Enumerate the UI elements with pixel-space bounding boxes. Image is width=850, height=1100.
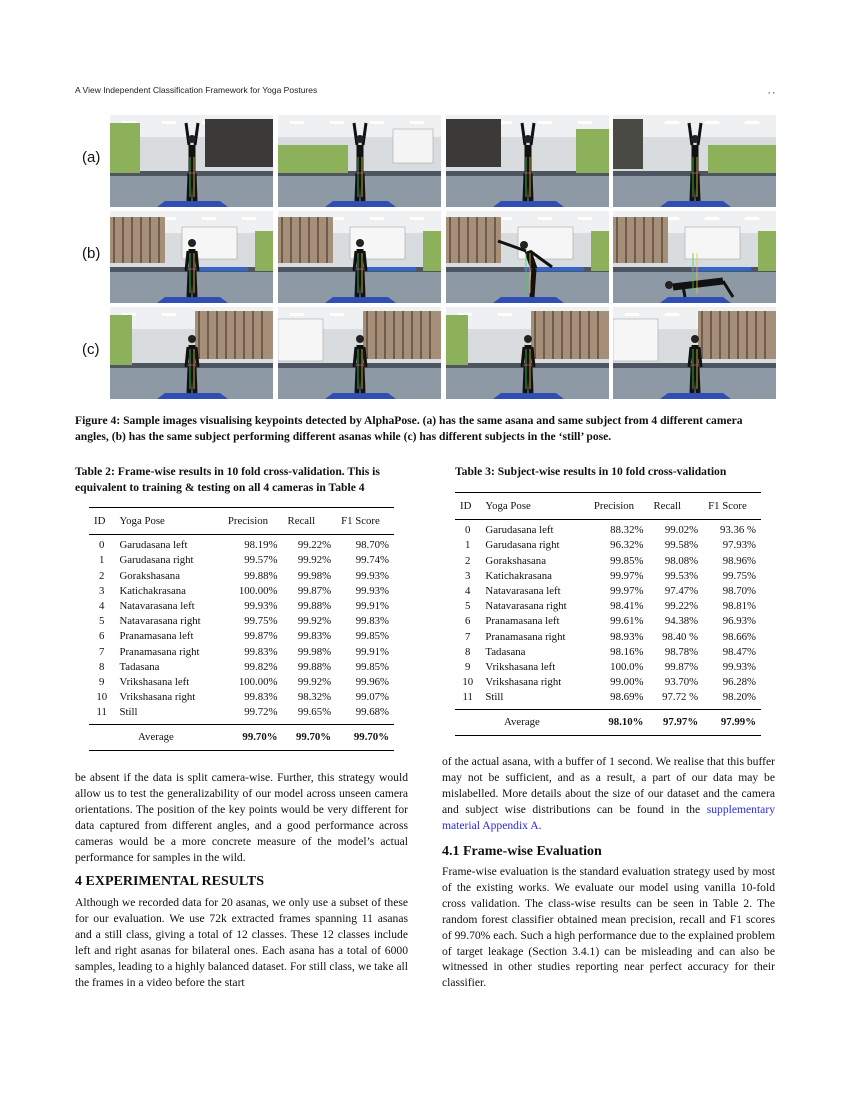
cell-f1: 99.85% <box>355 660 389 673</box>
photo <box>278 211 441 303</box>
cell-recall: 99.87% <box>297 584 332 597</box>
cell-pose: Natavarasana left <box>119 600 195 613</box>
table3 <box>455 492 761 736</box>
table-row <box>455 520 761 539</box>
cell-f1: 99.93% <box>355 569 389 582</box>
left-column-paragraph-1 <box>75 770 408 865</box>
cell-pose: Garudasana right <box>485 539 560 552</box>
cell-precision: 99.57% <box>244 554 278 567</box>
col-header: F1 Score <box>341 515 380 527</box>
table-header-row <box>455 493 761 520</box>
cell-f1: 99.85% <box>355 630 389 643</box>
table-average-row <box>455 709 761 735</box>
cell-f1: 99.91% <box>355 645 389 658</box>
cell-precision: 88.32% <box>610 524 644 537</box>
paragraph: Although we recorded data for 20 asanas, we only use a subset of these for our evaluation. We use 72k extracted frames spanning 11 asanas and a still class, giving a total of 12 classes. These 12 classes include left and right asanas for bilateral ones. Each asana has a total of 6000 samples, leading to a highly balanced dataset. For still class, we take all the frames in a video before the start <box>75 896 408 989</box>
photo <box>613 115 776 207</box>
cell-recall: 99.65% <box>297 706 332 719</box>
cell-f1: 98.96% <box>722 554 756 567</box>
cell-f1: 96.28% <box>722 676 756 689</box>
cell-pose: Vrikshasana left <box>485 661 556 674</box>
table-row <box>89 614 394 629</box>
cell-id: 7 <box>99 645 105 658</box>
cell-recall: 98.32% <box>297 691 332 704</box>
cell-pose: Natavarasana right <box>119 615 201 628</box>
cell-precision: 99.85% <box>610 554 644 567</box>
cell-recall: 94.38% <box>664 615 699 628</box>
table-average-row <box>89 724 394 750</box>
cell-id: 3 <box>465 569 471 582</box>
cell-precision: 99.82% <box>244 660 278 673</box>
average-label: Average <box>138 730 174 743</box>
table-row <box>455 614 761 629</box>
table-row <box>89 599 394 614</box>
cell-pose: Katichakrasana <box>485 569 552 582</box>
cell-f1: 98.66% <box>722 630 756 643</box>
col-header: Yoga Pose <box>119 515 165 527</box>
cell-pose: Tadasana <box>119 660 160 673</box>
cell-id: 4 <box>465 585 471 598</box>
table-row <box>89 660 394 675</box>
cell-id: 11 <box>96 706 107 719</box>
cell-recall: 99.83% <box>297 630 332 643</box>
table-row <box>89 690 394 705</box>
cell-precision: 99.00% <box>610 676 644 689</box>
subsection-heading: 4.1 Frame-wise Evaluation <box>442 844 602 859</box>
cell-id: 3 <box>99 584 105 597</box>
photo <box>446 307 609 399</box>
table3-caption: Table 3: Subject-wise results in 10 fold cross-validation <box>455 465 727 478</box>
table-row <box>89 629 394 644</box>
cell-recall: 99.22% <box>664 600 699 613</box>
col-header: Recall <box>653 500 682 512</box>
section-heading: 4 EXPERIMENTAL RESULTS <box>75 874 265 889</box>
col-header: Yoga Pose <box>485 500 531 512</box>
cell-id: 10 <box>462 676 474 689</box>
cell-f1: 98.20% <box>722 691 756 704</box>
cell-id: 6 <box>99 630 105 643</box>
cell-precision: 98.41% <box>610 600 644 613</box>
cell-precision: 98.16% <box>610 645 644 658</box>
cell-recall: 99.22% <box>297 539 332 552</box>
cell-recall: 93.70% <box>664 676 699 689</box>
average-recall: 97.97% <box>663 715 699 728</box>
photo <box>278 115 441 207</box>
table-header-row <box>89 508 394 535</box>
cell-precision: 96.32% <box>610 539 644 552</box>
cell-recall: 97.72 % <box>662 691 699 704</box>
table-row <box>89 675 394 690</box>
figure-row-b <box>80 211 780 303</box>
cell-recall: 99.98% <box>297 645 332 658</box>
cell-f1: 96.93% <box>722 615 756 628</box>
average-precision: 99.70% <box>242 730 278 743</box>
cell-precision: 98.19% <box>244 539 278 552</box>
cell-precision: 99.88% <box>244 569 278 582</box>
photo <box>446 211 609 303</box>
cell-f1: 99.75% <box>722 569 756 582</box>
appendix-link[interactable]: supplementary material Appendix A <box>442 802 775 832</box>
photo <box>110 211 273 303</box>
cell-f1: 99.93% <box>722 661 756 674</box>
cell-recall: 97.47% <box>664 585 699 598</box>
figure-caption: Figure 4: Sample images visualising keypoints detected by AlphaPose. (a) has the same asana and same subject from 4 different camera angles, (b) has the same subject performing different asanas while (c) has different subjects in the ‘still’ pose. <box>75 414 743 443</box>
photo <box>613 307 776 399</box>
cell-precision: 99.72% <box>244 706 278 719</box>
cell-f1: 99.93% <box>355 584 389 597</box>
cell-f1: 97.93% <box>722 539 756 552</box>
average-f1: 99.70% <box>353 730 389 743</box>
photo <box>446 115 609 207</box>
cell-id: 2 <box>465 554 471 567</box>
cell-precision: 99.61% <box>610 615 644 628</box>
cell-f1: 98.70% <box>722 585 756 598</box>
cell-recall: 99.87% <box>664 661 699 674</box>
cell-precision: 98.93% <box>610 630 644 643</box>
table-row <box>455 554 761 569</box>
table-row <box>89 553 394 568</box>
cell-precision: 100.00% <box>238 584 278 597</box>
running-head-page: , , <box>767 85 775 95</box>
cell-precision: 99.87% <box>244 630 278 643</box>
cell-f1: 99.74% <box>355 554 389 567</box>
table-row <box>455 538 761 553</box>
cell-pose: Vrikshasana right <box>485 676 562 689</box>
table2-caption: Table 2: Frame-wise results in 10 fold cross-validation. This is equivalent to training & testing on all 4 cameras in Table 4 <box>75 465 380 494</box>
cell-pose: Still <box>119 706 138 719</box>
cell-f1: 98.81% <box>722 600 756 613</box>
col-header: ID <box>460 500 472 512</box>
average-f1: 97.99% <box>720 715 756 728</box>
cell-f1: 99.07% <box>355 691 389 704</box>
row-label: (a) <box>82 149 101 166</box>
cell-id: 0 <box>465 524 471 537</box>
cell-pose: Vrikshasana left <box>119 676 190 689</box>
cell-recall: 99.92% <box>297 554 332 567</box>
cell-f1: 99.68% <box>355 706 389 719</box>
cell-precision: 99.83% <box>244 645 278 658</box>
cell-pose: Gorakshasana <box>485 554 546 567</box>
col-header: Precision <box>227 515 269 527</box>
cell-pose: Still <box>485 691 504 704</box>
table-row <box>89 645 394 660</box>
cell-recall: 99.53% <box>664 569 699 582</box>
cell-pose: Vrikshasana right <box>119 691 196 704</box>
table-row <box>455 569 761 584</box>
cell-f1: 99.96% <box>355 676 389 689</box>
row-label: (c) <box>82 341 100 358</box>
cell-precision: 99.97% <box>610 585 644 598</box>
table-row <box>89 569 394 584</box>
cell-id: 1 <box>465 539 471 552</box>
cell-precision: 99.97% <box>610 569 644 582</box>
cell-recall: 99.58% <box>664 539 699 552</box>
cell-pose: Gorakshasana <box>119 569 180 582</box>
cell-recall: 98.78% <box>664 645 699 658</box>
cell-precision: 99.83% <box>244 691 278 704</box>
running-head-title: A View Independent Classification Framework for Yoga Postures <box>75 85 318 95</box>
cell-pose: Tadasana <box>485 645 526 658</box>
cell-pose: Garudasana right <box>119 554 194 567</box>
photo <box>278 307 441 399</box>
table-row <box>455 630 761 645</box>
table-row <box>89 584 394 599</box>
cell-id: 8 <box>99 660 105 673</box>
running-head <box>75 85 775 95</box>
table-row <box>455 645 761 660</box>
table-row <box>455 584 761 599</box>
photo <box>613 211 776 303</box>
cell-f1: 93.36 % <box>720 524 756 537</box>
average-recall: 99.70% <box>296 730 332 743</box>
col-header: Precision <box>593 500 635 512</box>
photo <box>110 307 273 399</box>
cell-pose: Natavarasana left <box>485 585 561 598</box>
cell-pose: Pranamasana right <box>119 645 200 658</box>
table-row <box>455 599 761 614</box>
figure-row-a <box>80 115 780 207</box>
table-row <box>89 705 394 724</box>
col-header: ID <box>94 515 106 527</box>
cell-precision: 99.75% <box>244 615 278 628</box>
cell-id: 11 <box>462 691 473 704</box>
cell-precision: 99.93% <box>244 600 278 613</box>
paragraph <box>442 754 775 834</box>
table-row <box>455 690 761 709</box>
paragraph-text: of the actual asana, with a buffer of 1 second. We realise that this buffer may not be sufficient, and as a result, a part of our data may be mislabelled. More details about the size of our dataset and the camera and subject wise distributions can be found in the <box>442 755 775 816</box>
right-column-paragraph-1 <box>442 754 775 834</box>
table-row <box>455 660 761 675</box>
average-precision: 98.10% <box>608 715 644 728</box>
cell-f1: 98.47% <box>722 645 756 658</box>
cell-recall: 99.92% <box>297 615 332 628</box>
paragraph: Frame-wise evaluation is the standard evaluation strategy used by most of the existing works. We evaluate our model using vanilla 10-fold cross validation. The class-wise results can be seen in Table 2. The random forest classifier obtained mean precision, recall and F1 scores of 99.70% each. Such a high performance due to the explained problem of target leakage (Section 3.4.1) can be misleading and can also be witnessed in other studies reporting near perfect accuracy for their classifier. <box>442 865 775 990</box>
cell-pose: Garudasana left <box>119 539 188 552</box>
cell-id: 8 <box>465 645 471 658</box>
cell-pose: Pranamasana left <box>485 615 560 628</box>
cell-id: 2 <box>99 569 105 582</box>
cell-pose: Natavarasana right <box>485 600 567 613</box>
figure-row-c <box>80 307 780 399</box>
photo <box>110 115 273 207</box>
cell-f1: 99.83% <box>355 615 389 628</box>
cell-id: 9 <box>99 676 105 689</box>
cell-id: 5 <box>465 600 471 613</box>
paragraph: be absent if the data is split camera-wise. Further, this strategy would allow us to test the generalizability of our model across unseen camera orientations. The position of the key points would be very different for data captured from different angles, and a good performance across cameras would be a more concrete measure of the model’s actual performance for samples in the wild. <box>75 771 408 864</box>
cell-recall: 99.02% <box>664 524 699 537</box>
cell-id: 0 <box>99 539 105 552</box>
col-header: F1 Score <box>708 500 747 512</box>
cell-recall: 99.88% <box>297 600 332 613</box>
cell-pose: Garudasana left <box>485 524 554 537</box>
cell-recall: 98.08% <box>664 554 699 567</box>
right-column-paragraph-2 <box>442 864 775 991</box>
average-label: Average <box>504 715 540 728</box>
cell-precision: 100.0% <box>610 661 644 674</box>
cell-pose: Pranamasana left <box>119 630 194 643</box>
cell-precision: 100.00% <box>238 676 278 689</box>
cell-f1: 98.70% <box>355 539 389 552</box>
left-column-paragraph-2 <box>75 895 408 990</box>
cell-id: 9 <box>465 661 471 674</box>
cell-pose: Pranamasana right <box>485 630 566 643</box>
table-row <box>455 675 761 690</box>
cell-id: 5 <box>99 615 105 628</box>
cell-recall: 98.40 % <box>662 630 699 643</box>
cell-pose: Katichakrasana <box>119 584 186 597</box>
cell-id: 7 <box>465 630 471 643</box>
table2 <box>89 507 394 751</box>
cell-id: 4 <box>99 600 105 613</box>
cell-id: 10 <box>96 691 108 704</box>
row-label: (b) <box>82 245 101 262</box>
cell-id: 6 <box>465 615 471 628</box>
cell-recall: 99.92% <box>297 676 332 689</box>
cell-recall: 99.98% <box>297 569 332 582</box>
cell-f1: 99.91% <box>355 600 389 613</box>
cell-recall: 99.88% <box>297 660 332 673</box>
cell-precision: 98.69% <box>610 691 644 704</box>
paragraph-end: . <box>538 818 542 832</box>
col-header: Recall <box>287 515 316 527</box>
cell-id: 1 <box>99 554 105 567</box>
table-row <box>89 535 394 554</box>
